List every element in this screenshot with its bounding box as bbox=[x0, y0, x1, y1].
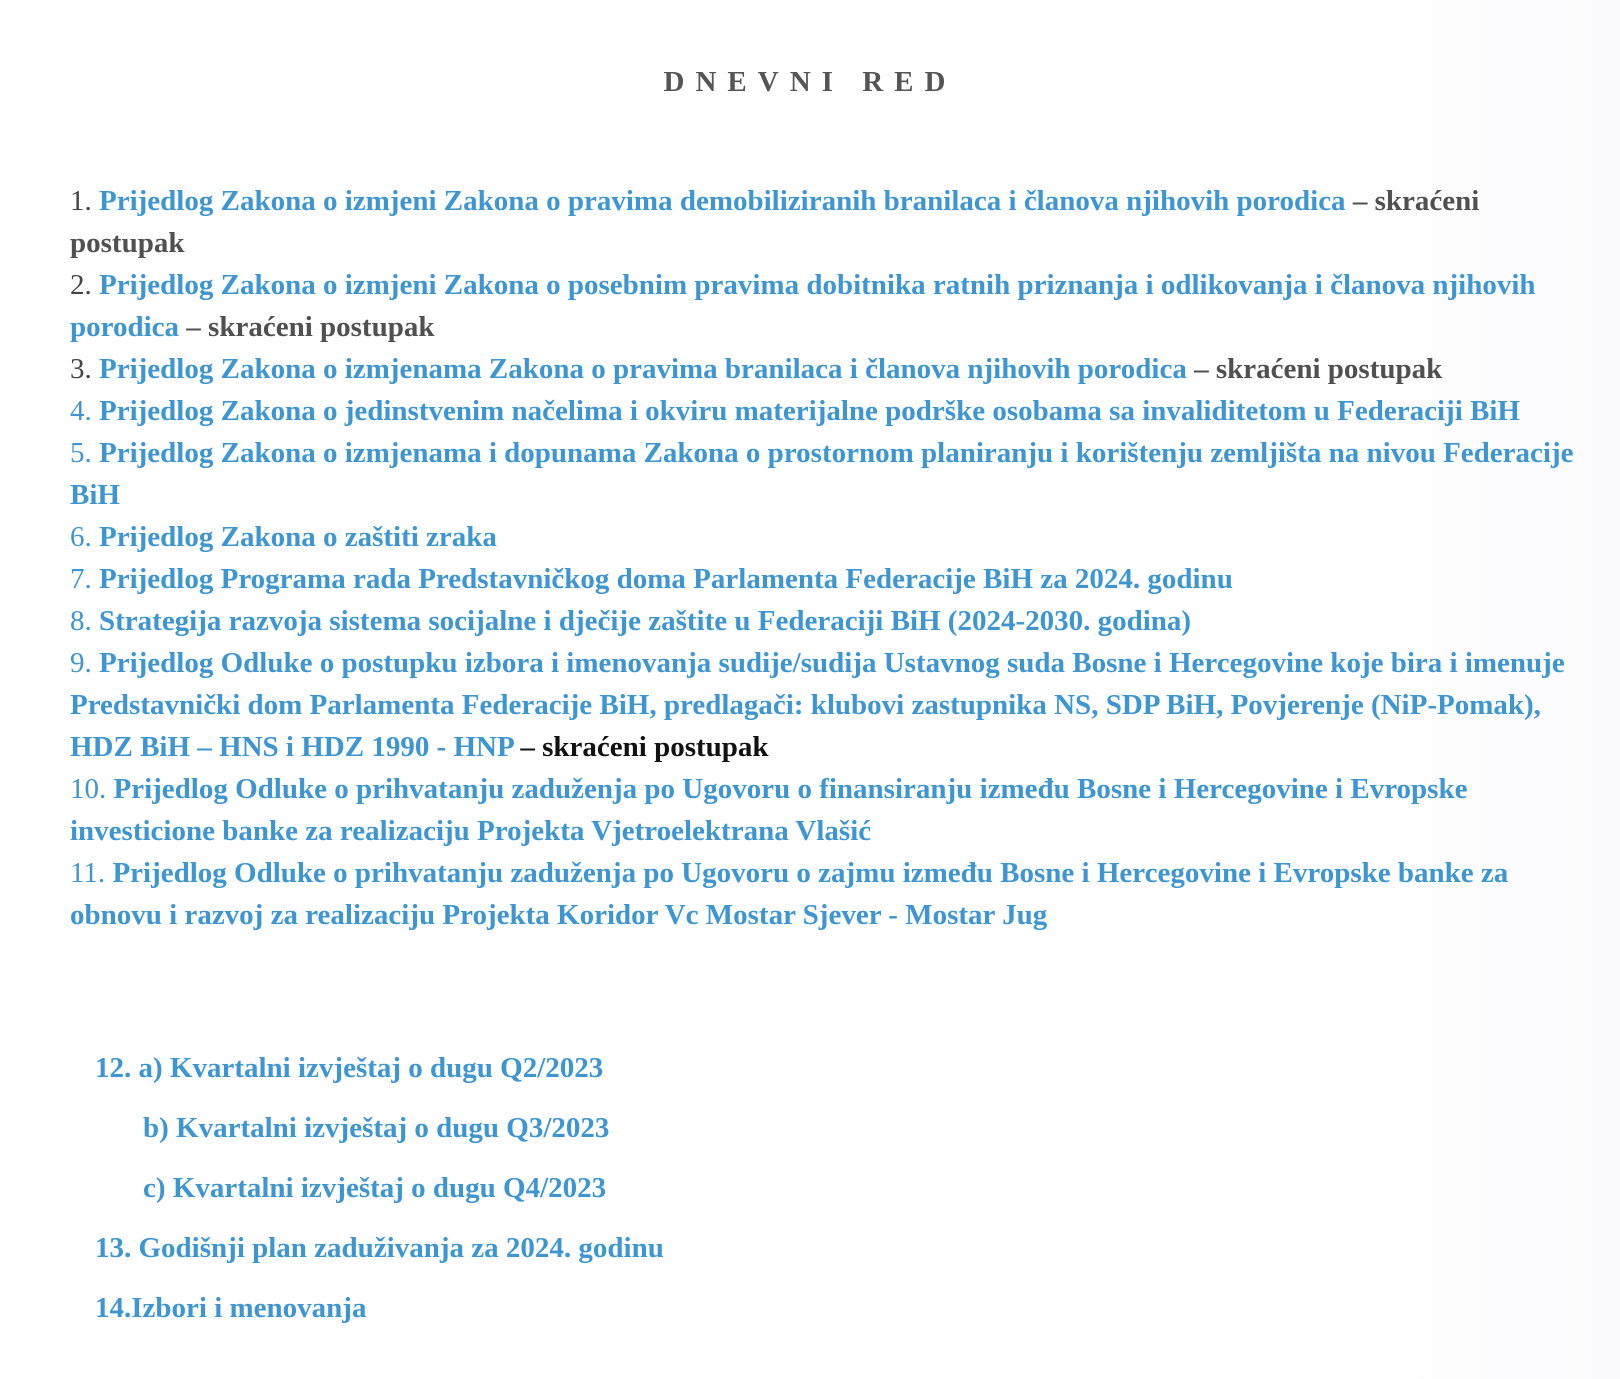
agenda-item-12a: 12. a) Kvartalni izvještaj o dugu Q2/2023 bbox=[95, 1052, 604, 1084]
agenda-item bbox=[70, 264, 1590, 348]
item-procedure: – skraćeni postupak bbox=[179, 311, 435, 343]
item-text: Prijedlog Odluke o prihvatanju zaduženja po Ugovoru o zajmu između Bosne i Hercegovine i Evropske banke za obnovu i razvoj za realizaciju Projekta Koridor Vc Mostar Sjever - Mostar Jug bbox=[70, 857, 1509, 931]
item-text: Prijedlog Programa rada Predstavničkog doma Parlamenta Federacije BiH za 2024. godinu bbox=[99, 563, 1233, 595]
agenda-item bbox=[70, 768, 1590, 852]
agenda-item-14: 14.Izbori i menovanja bbox=[95, 1292, 367, 1324]
item-text: Prijedlog Zakona o jedinstvenim načelima i okviru materijalne podrške osobama sa invaliditetom u Federaciji BiH bbox=[99, 395, 1520, 427]
agenda-item-12b: b) Kvartalni izvještaj o dugu Q3/2023 bbox=[143, 1112, 610, 1144]
agenda-item bbox=[70, 432, 1590, 516]
agenda-item bbox=[70, 516, 1590, 558]
item-number: 10. bbox=[70, 773, 107, 805]
agenda-item-12c: c) Kvartalni izvještaj o dugu Q4/2023 bbox=[143, 1172, 607, 1204]
agenda-list bbox=[70, 180, 1590, 936]
item-number: 7. bbox=[70, 563, 92, 595]
agenda-item bbox=[70, 558, 1590, 600]
item-procedure: – skraćeni postupak bbox=[70, 185, 1480, 259]
agenda-item bbox=[70, 348, 1590, 390]
agenda-item bbox=[70, 642, 1590, 768]
item-text: Prijedlog Zakona o izmjenama Zakona o pravima branilaca i članova njihovih porodica bbox=[99, 353, 1187, 385]
item-text: Strategija razvoja sistema socijalne i dječije zaštite u Federaciji BiH (2024-2030. godina) bbox=[99, 605, 1192, 637]
agenda-item bbox=[70, 390, 1590, 432]
item-number: 5. bbox=[70, 437, 92, 469]
item-text: Prijedlog Zakona o izmjeni Zakona o posebnim pravima dobitnika ratnih priznanja i odlikovanja i članova njihovih porodica bbox=[70, 269, 1536, 343]
item-procedure: – skraćeni postupak bbox=[1186, 353, 1443, 385]
item-number: 9. bbox=[70, 647, 92, 679]
item-number: 3. bbox=[70, 353, 92, 385]
item-number: 11. bbox=[70, 857, 106, 889]
item-text: Prijedlog Odluke o prihvatanju zaduženja po Ugovoru o finansiranju između Bosne i Hercegovine i Evropske investicione banke za realizaciju Projekta Vjetroelektrana Vlašić bbox=[70, 773, 1468, 847]
agenda-item bbox=[70, 180, 1590, 264]
agenda-item bbox=[70, 600, 1590, 642]
item-text: Prijedlog Zakona o izmjeni Zakona o pravima demobiliziranih branilaca i članova njihovih porodica bbox=[99, 185, 1346, 217]
page-title: DNEVNI RED bbox=[663, 66, 957, 98]
item-number: 1. bbox=[70, 185, 92, 217]
item-text: Prijedlog Zakona o zaštiti zraka bbox=[99, 521, 497, 553]
item-procedure: – skraćeni postupak bbox=[520, 731, 769, 763]
item-number: 6. bbox=[70, 521, 92, 553]
agenda-item bbox=[70, 852, 1590, 936]
item-text: Prijedlog Odluke o postupku izbora i imenovanja sudije/sudija Ustavnog suda Bosne i Hercegovine koje bira i imenuje Predstavnički dom Parlamenta Federacije BiH, predlagači: klubovi zastupnika NS, SDP BiH, Povjerenje (NiP-Pomak), HDZ BiH – HNS i HDZ 1990 - HNP bbox=[70, 647, 1565, 763]
item-number: 2. bbox=[70, 269, 92, 301]
item-text: Prijedlog Zakona o izmjenama i dopunama Zakona o prostornom planiranju i korištenju zemljišta na nivou Federacije BiH bbox=[70, 437, 1574, 511]
item-number: 4. bbox=[70, 395, 92, 427]
item-number: 8. bbox=[70, 605, 92, 637]
agenda-item-13: 13. Godišnji plan zaduživanja za 2024. godinu bbox=[95, 1232, 664, 1264]
